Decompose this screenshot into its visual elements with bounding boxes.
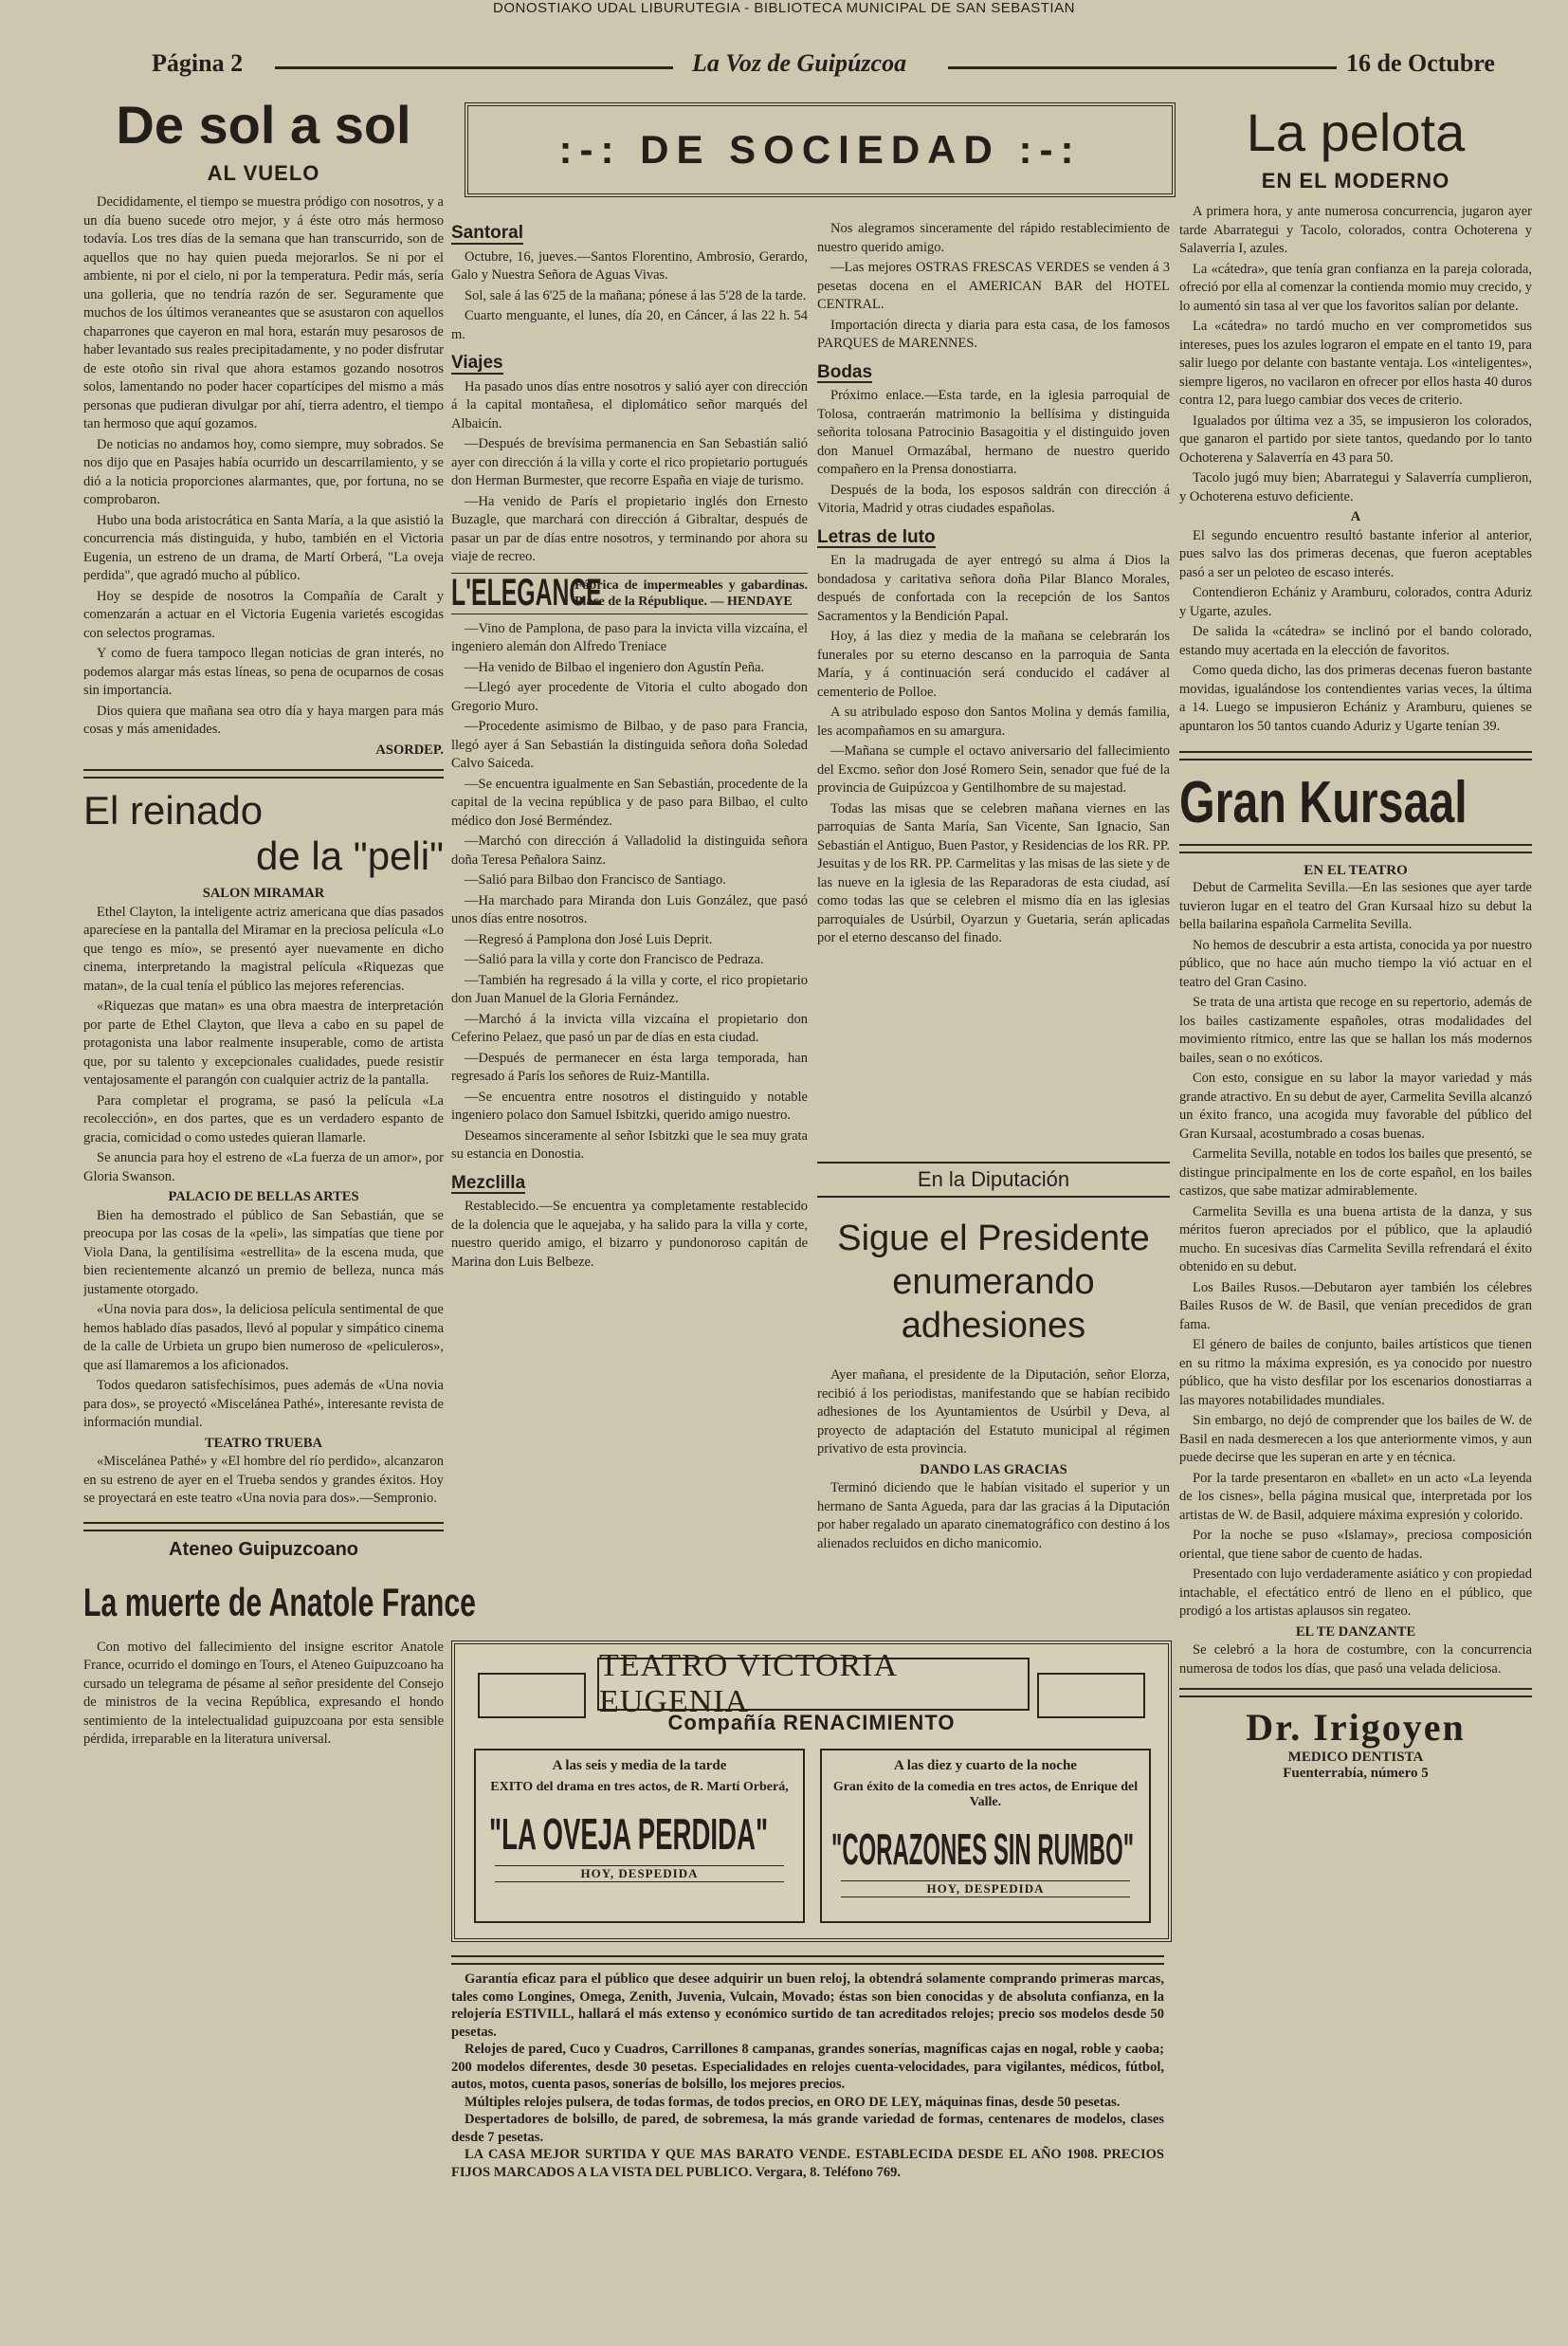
sociedad-column-a bbox=[451, 216, 808, 1567]
sociedad-banner-text: :-: DE SOCIEDAD :-: bbox=[558, 127, 1082, 172]
paragraph: —Se encuentra igualmente en San Sebastián, procedente de la capital de la vecina república y de paso para Bilbao, el culto médico don José Berméndez. bbox=[451, 776, 808, 829]
paragraph: —Vino de Pamplona, de paso para la invicta villa vizcaína, el ingeniero alemán don Alfredo Treniace bbox=[451, 620, 808, 654]
paragraph: Se trata de una artista que recoge en su repertorio, además de los bailes castizamente españoles, otras modalidades del movimiento rítmico, entre las que se hallan los más modernos bailes, sean o no exóticos. bbox=[1179, 995, 1532, 1066]
paragraph: Con esto, consigue en su labor la mayor variedad y más grande atractivo. En su debut de ayer, Carmelita Sevilla alcanzó un éxito franco, una acogida muy favorable del público del Gran Kursaal, acostumbrado a cosas buenas. bbox=[1179, 1071, 1532, 1142]
section-heading: SALON MIRAMAR bbox=[202, 886, 325, 901]
paragraph: Debut de Carmelita Sevilla.—En las sesiones que ayer tarde tuvieron lugar en el teatro del Gran Kursaal hizo su debut la bella bailarina española Carmelita Sevilla. bbox=[1179, 880, 1532, 932]
divider bbox=[451, 1955, 1164, 1965]
paragraph: —Regresó á Pamplona don José Luis Deprit. bbox=[465, 931, 713, 947]
right-column bbox=[1179, 102, 1532, 2264]
peli-title-line2: de la "peli" bbox=[256, 834, 444, 878]
left-column bbox=[83, 95, 476, 2266]
paragraph: —Salió para Bilbao don Francisco de Santiago. bbox=[465, 872, 726, 888]
paragraph: Múltiples relojes pulsera, de todas formas, de todos precios, en ORO DE LEY, máquinas finas, desde 50 pesetas. bbox=[465, 2094, 1121, 2110]
paragraph: Restablecido.—Se encuentra ya completamente restablecido de la dolencia que le aquejaba, y ha salido para la villa y corte, nuestro querido amigo, el bizarro y pundonoroso capitán de Marina don Luis Belbeze. bbox=[451, 1199, 808, 1270]
paragraph: Tacolo jugó muy bien; Abarrategui y Salaverría cumplieron, y Ochoterena estuvo deficiente. bbox=[1179, 470, 1532, 504]
al-vuelo-subtitle: AL VUELO bbox=[207, 161, 320, 185]
teatro-desc: EXITO del drama en tres actos, de R. Martí Orberá, bbox=[490, 1780, 789, 1794]
paragraph: Igualados por última vez a 35, se impusieron los colorados, que ganaron el partido por siete tantos, quedando por lo tanto Ochoterena y Salaverría en 43 para 50. bbox=[1179, 412, 1532, 466]
divider bbox=[1179, 751, 1532, 761]
paragraph: Hoy, á las diez y media de la mañana se celebrarán los funerales por su eterno descanso en la parroquia de Santa María, y á continuación será conducido el cadáver al cementerio de Polloe. bbox=[817, 629, 1170, 700]
paragraph: Se anuncia para hoy el estreno de «La fuerza de un amor», por Gloria Swanson. bbox=[83, 1150, 444, 1184]
paragraph: —Ha venido de Bilbao el ingeniero don Agustín Peña. bbox=[465, 659, 765, 675]
section-heading: EL TE DANZANTE bbox=[1295, 1623, 1416, 1640]
diputacion-article bbox=[817, 1162, 1170, 1617]
paragraph: Ha pasado unos días entre nosotros y salió ayer con dirección á la capital montañesa, el diplomático señor marqués del Albaicín. bbox=[451, 378, 808, 431]
teatro-company: Compañía RENACIMIENTO bbox=[667, 1711, 956, 1734]
paragraph: Carmelita Sevilla, notable en todos los bailes que presentó, se distingue principalmente en los de corte español, en los bailes castizos, que sabe matizar admirablemente. bbox=[1179, 1146, 1532, 1199]
la-pelota-title: La pelota bbox=[1246, 102, 1466, 162]
paragraph: Ayer mañana, el presidente de la Diputación, señor Elorza, recibió á los periodistas, manifestando que se habían recibido adhesiones de los Ayuntamientos de Usúrbil y Deva, al proyecto de adaptación del Estatuto municipal al régimen privativo de esta provincia. bbox=[817, 1367, 1170, 1457]
dentist-ad-address: Fuenterrabía, número 5 bbox=[1283, 1766, 1429, 1781]
paragraph: —Marchó á la invicta villa vizcaína el propietario don Ceferino Pelaez, que pasó un par de días en esta ciudad. bbox=[451, 1011, 808, 1045]
paragraph: Como queda dicho, las dos primeras decenas fueron bastante movidas, igualándose los contendientes varias veces, la última a 14. Luego se impusieron Echániz y Aramburu, quienes se apuntaron los 50 tantos cuando Aduriz y Ugarte tenían 39. bbox=[1179, 663, 1532, 734]
anatole-france-body bbox=[83, 1639, 444, 1751]
paragraph: A su atribulado esposo don Santos Molina y demás familia, les acompañamos en su amargura. bbox=[817, 705, 1170, 739]
paragraph: Dios quiera que mañana sea otro día y haya margen para más cosas y más amenidades. bbox=[83, 703, 444, 737]
en-el-teatro-subtitle: EN EL TEATRO bbox=[1304, 863, 1408, 878]
diputacion-title: Sigue el Presidente enumerando adhesiones bbox=[837, 1219, 1150, 1346]
paragraph: Contendieron Echániz y Aramburu, colorados, contra Aduriz y Ugarte, azules. bbox=[1179, 585, 1532, 619]
elegance-ad bbox=[451, 573, 808, 614]
paragraph: —Llegó ayer procedente de Vitoria el culto abogado don Gregorio Muro. bbox=[451, 680, 808, 714]
paragraph: —Mañana se cumple el octavo aniversario del fallecimiento del Excmo. señor don José Romero Sein, senador que fué de la provincia de Guipúzcoa y Gentilhombre de su majestad. bbox=[817, 743, 1170, 796]
diputacion-body bbox=[817, 1366, 1170, 1555]
paragraph: —Procedente asimismo de Bilbao, y de paso para Francia, llegó ayer á San Sebastián la distinguida señora doña Soledad Calvo Saiceda. bbox=[451, 719, 808, 771]
ateneo-kicker: Ateneo Guipuzcoano bbox=[169, 1538, 358, 1560]
elegance-text: Fábrica de impermeables y gabardinas. Place de la République. — HENDAYE bbox=[574, 577, 808, 609]
viajes-heading: Viajes bbox=[451, 353, 503, 373]
elegance-logo: L'ELEGANCE bbox=[451, 571, 602, 614]
paragraph: Despertadores de bolsillo, de pared, de sobremesa, la más grande variedad de formas, centenares de modelos, clases desde 7 pesetas. bbox=[451, 2112, 1164, 2145]
paragraph: Con motivo del fallecimiento del insigne escritor Anatole France, ocurrido el domingo en Tours, el Ateneo Guipuzcoano ha cursado un telegrama de pésame al señor presidente del Consejo de ministros de la vecina República, expresando el hondo sentimiento de la intelectualidad guipuzcoana por esta sensible pérdida, irreparable en la literatura universal. bbox=[83, 1639, 444, 1747]
paragraph: LA CASA MEJOR SURTIDA Y QUE MAS BARATO VENDE. ESTABLECIDA DESDE EL AÑO 1908. PRECIOS FIJOS MARCADOS A LA VISTA DEL PUBLICO. Vergara, 8. Teléfono 769. bbox=[451, 2147, 1164, 2180]
theatre-ornament-icon bbox=[478, 1673, 586, 1718]
paragraph: Carmelita Sevilla es una buena artista de la danza, y sus méritos fueron apreciados por el público, que la aplaudió mucho. En sucesivas días Carmelita Sevilla refrendará el éxito obtenido en su debut. bbox=[1179, 1203, 1532, 1274]
teatro-title: TEATRO VICTORIA EUGENIA bbox=[597, 1658, 1030, 1711]
teatro-desc: Gran éxito de la comedia en tres actos, de Enrique del Valle. bbox=[832, 1780, 1139, 1809]
diputacion-kicker: En la Diputación bbox=[817, 1162, 1170, 1198]
teatro-time: A las seis y media de la tarde bbox=[552, 1758, 727, 1773]
header-rule-right bbox=[948, 66, 1337, 69]
paragraph: Bien ha demostrado el público de San Sebastián, que se preocupa por las cosas de la «peli», las simpatías que tiene por Viola Dana, la gentilísima «estrellita» de la escena muda, que bien recientemente alcanzó un premio de belleza, nunca más justamente otorgado. bbox=[83, 1207, 444, 1297]
library-banner: DONOSTIAKO UDAL LIBURUTEGIA - BIBLIOTECA MUNICIPAL DE SAN SEBASTIAN bbox=[493, 0, 1075, 16]
divider bbox=[83, 769, 444, 779]
paragraph: Hoy se despide de nosotros la Compañía de Caralt y comenzarán a actuar en el Victoria Eugenia varietés escogidas con selectos programas. bbox=[83, 588, 444, 641]
paragraph: Sol, sale á las 6'25 de la mañana; pónese á las 5'28 de la tarde. bbox=[465, 287, 807, 303]
paragraph: El género de bailes de conjunto, bailes artísticos que tienen en su ritmo la máxima expresión, es ya conocido por nuestro público, que ha visto desfilar por los escenarios donostiarras a las mayores notabilidades mundiales. bbox=[1179, 1337, 1532, 1408]
divider bbox=[1179, 844, 1532, 853]
paragraph: Para completar el programa, se pasó la película «La recolección», en dos partes, que es un verdadero espanto de gracia, comicidad o como ustedes quieran llamarle. bbox=[83, 1092, 444, 1146]
dentist-ad-name: Dr. Irigoyen bbox=[1246, 1706, 1466, 1749]
mezclilla-heading: Mezclilla bbox=[451, 1172, 526, 1193]
teatro-time: A las diez y cuarto de la noche bbox=[894, 1758, 1077, 1773]
paragraph: Cuarto menguante, el lunes, día 20, en Cáncer, á las 22 h. 54 m. bbox=[451, 308, 808, 342]
divider bbox=[83, 1522, 444, 1531]
paragraph: La «cátedra», que tenía gran confianza en la pareja colorada, ofreció por ella al comenzar la contienda momio muy crecido, y lo aumentó sin tasa al ver que los favoritos salían por delante. bbox=[1179, 261, 1532, 314]
paragraph: Ethel Clayton, la inteligente actriz americana que días pasados aparecíese en la pantalla del Miramar en la preciosa película «Lo que tengo es mío», se presentó ayer nuevamente en dicho cinema, interpretando la magistral película «Riquezas que matan», de la cual tenía el público las mejores referencias. bbox=[83, 904, 444, 994]
paragraph: —Salió para la villa y corte don Francisco de Pedraza. bbox=[465, 952, 764, 967]
bodas-heading: Bodas bbox=[817, 361, 873, 382]
paragraph: Todos quedaron satisfechísimos, pues además de «Una novia para dos», se proyectó «Miscelánea Pathé», interesante revista de información mundial. bbox=[83, 1378, 444, 1430]
header-rule-left bbox=[275, 66, 673, 69]
paragraph: Después de la boda, los esposos saldrán con dirección á Vitoria, Madrid y otras ciudades españolas. bbox=[817, 482, 1170, 516]
paragraph: —Después de brevísima permanencia en San Sebastián salió ayer con dirección á la villa y corte el rico propietario portugués don Herman Burmester, que recorre España en viaje de turismo. bbox=[451, 436, 808, 488]
theatre-ornament-icon bbox=[1037, 1673, 1145, 1718]
paragraph: Próximo enlace.—Esta tarde, en la iglesia parroquial de Tolosa, contraerán matrimonio la bellísima y distinguida señorita tolosana Patrocinio Basagoitia y el distinguido joven don Manuel Ormazábal, hermano de nuestro querido compañero en la Prensa donostiarra. bbox=[817, 388, 1170, 477]
paragraph: —También ha regresado á la villa y corte, el rico propietario don Juan Manuel de la Gloria Fernández. bbox=[451, 972, 808, 1006]
paragraph: —Las mejores OSTRAS FRESCAS VERDES se venden á 3 pesetas docena en el AMERICAN BAR del HOTEL CENTRAL. bbox=[817, 260, 1170, 312]
paragraph: —Ha venido de París el propietario inglés don Ernesto Buzagle, que marchará con dirección á Gibraltar, después de pasar un par de días entre nosotros, y terminando por ahora su viaje de recreo. bbox=[451, 493, 808, 564]
paragraph: Y como de fuera tampoco llegan noticias de gran interés, no podemos alargar más estas líneas, so pena de ocuparnos de cosas sin importancia. bbox=[83, 646, 444, 698]
paragraph: Por la noche se puso «Islamay», preciosa composición oriental, que tiene sabor de cuento de hadas. bbox=[1179, 1528, 1532, 1562]
paragraph: Importación directa y diaria para esta casa, de los famosos PARQUES de MARENNES. bbox=[817, 317, 1170, 351]
sociedad-banner bbox=[465, 102, 1176, 197]
peli-title-line1: El reinado bbox=[83, 788, 264, 833]
paragraph: El segundo encuentro resultó bastante inferior al anterior, pues salvo las dos primeras decenas, que fueron aceptables pasó a ser un peloteo de escaso interés. bbox=[1179, 527, 1532, 580]
paragraph: «Riquezas que matan» es una obra maestra de interpretación por parte de Ethel Clayton, que lleva a cabo en su papel de protagonista una labor realmente insuperable, como de artista que, por su talento y excepcionales cualidades, puede resistir ventajosamente el parangón con cualquier actriz de la pantalla. bbox=[83, 999, 444, 1088]
paragraph: «Una novia para dos», la deliciosa película sentimental de que hemos hablado días pasados, llevó al popular y simpático cinema de la calle de Urbieta un grupo bien numeroso de «peliculeros», que así llamaremos a los aficionados. bbox=[83, 1302, 444, 1373]
dentist-ad-profession: MEDICO DENTISTA bbox=[1287, 1750, 1424, 1765]
page-number: Página 2 bbox=[152, 49, 244, 77]
kursaal-body bbox=[1179, 879, 1532, 1680]
peli-body bbox=[83, 885, 444, 1511]
relojes-ad bbox=[451, 1955, 1164, 2268]
anatole-france-title: La muerte de Anatole France bbox=[83, 1579, 476, 1624]
paragraph: Nos alegramos sinceramente del rápido restablecimiento de nuestro querido amigo. bbox=[817, 221, 1170, 255]
al-vuelo-body bbox=[83, 193, 444, 760]
gran-kursaal-title: Gran Kursaal bbox=[1179, 770, 1468, 835]
paragraph: Presentado con lujo verdaderamente asiático y con propiedad intachable, el efectático entró de lleno en el público, que prodigó a los artistas aplausos sin regateo. bbox=[1179, 1567, 1532, 1619]
paragraph: A primera hora, y ante numerosa concurrencia, jugaron ayer tarde Abarrategui y Tacolo, colorados, contra Ochoterena y Salaverría I, azules. bbox=[1179, 204, 1532, 256]
paragraph: Deseamos sinceramente al señor Isbitzki que le sea muy grata su estancia en Donostia. bbox=[451, 1127, 808, 1162]
paragraph: Garantía eficaz para el público que desee adquirir un buen reloj, la obtendrá solamente comprando primeras marcas, tales como Longines, Omega, Zenith, Juvenia, Vulcain, Movado; éstas son bien conocidas y de absoluta confianza, en la relojería ESTIVILL, hallará el más extenso y económico surtido de tan acreditados relojes; precio sos modelos desde 50 pesetas. bbox=[451, 1971, 1164, 2040]
signature: ASORDEP. bbox=[375, 742, 444, 758]
paragraph: Los Bailes Rusos.—Debutaron ayer también los célebres Bailes Rusos de W. de Basil, que venían precedidos de gran fama. bbox=[1179, 1279, 1532, 1332]
paragraph: Octubre, 16, jueves.—Santos Florentino, Ambrosio, Gerardo, Galo y Nuestra Señora de Aguas Vivas. bbox=[451, 248, 808, 283]
teatro-play: "LA OVEJA PERDIDA" bbox=[489, 1809, 769, 1859]
teatro-noche-box bbox=[820, 1749, 1151, 1923]
paragraph: Por la tarde presentaron en «ballet» en un acto «La leyenda de los cisnes», bella página musical que, interpretada por los artistas de W. de Basil, adquiere máxima expresión y colorido. bbox=[1179, 1470, 1532, 1523]
page-date: 16 de Octubre bbox=[1346, 49, 1495, 77]
teatro-despedida: HOY, DESPEDIDA bbox=[841, 1880, 1130, 1897]
divider bbox=[1179, 1688, 1532, 1697]
paragraph: En la madrugada de ayer entregó su alma á Dios la bondadosa y caritativa señora doña Pilar Blanco Morales, después de confortada con la recepción de los Santos Sacramentos y la Bendición Papal. bbox=[817, 553, 1170, 624]
paragraph: De salida la «cátedra» se inclinó por el bando colorado, estando muy acertada en la elección de favoritos. bbox=[1179, 624, 1532, 658]
paragraph: Se celebró a la hora de costumbre, con la concurrencia numerosa de todos los días, que pasó una velada deliciosa. bbox=[1179, 1642, 1532, 1677]
paragraph: —Después de permanecer en ésta larga temporada, han regresado á París los señores de Ruiz-Mantilla. bbox=[451, 1050, 808, 1084]
section-heading: DANDO LAS GRACIAS bbox=[920, 1461, 1067, 1477]
en-el-moderno-subtitle: EN EL MODERNO bbox=[1261, 169, 1450, 192]
paragraph: Terminó diciendo que le habían visitado el superior y un hermano de Santa Agueda, para dar las gracias á la Diputación por haber regalado un aparato cinematográfico con destino á los alienados recluidos en dicho manicomio. bbox=[817, 1480, 1170, 1551]
paragraph: Hubo una boda aristocrática en Santa María, a la que asistió la concurrencia más distinguida, y hubo, también en el Victoria Eugenia, un estreno de un drama, de Martí Orberá, "La oveja perdida", que agradó mucho al público. bbox=[83, 512, 444, 583]
paragraph: Decididamente, el tiempo se muestra pródigo con nosotros, y a un día bueno sucede otro mejor, y á éste otro más hermoso todavía. Los tres días de la semana que han transcurrido, son de aquellos que no hay quien pueda mejorarlos. Se ni por el ambiente, ni por el cielo, ni por la temperatura. Pedir más, sería una golleria, que no tendría razón de ser. Seguramente que muchos de los últimos veraneantes que se asustaron con aquellos chaparrones que cayeron en mal hora, estarán muy pesarosos de haber levantado sus reales precipitadamente, y no poder disfrutar de este otoño sin rival que ahora estamos gozando nosotros solos, lamentando no poder hacer copartícipes del mismo a más personas que pudieran divulgar por ahí, tierra adentro, el tiempo tan hermoso que aquí gozamos. bbox=[83, 194, 444, 431]
section-mark: A bbox=[1350, 509, 1361, 524]
sociedad-column-b bbox=[817, 220, 1170, 1159]
pelota-body bbox=[1179, 203, 1532, 738]
paragraph: De noticias no andamos hoy, como siempre, muy sobrados. Se nos dijo que en Pasajes había ocurrido un descarrilamiento, y se dió a la noticia proporciones alarmantes, que, por fortuna, no se comprobaron. bbox=[83, 436, 444, 507]
paragraph: —Ha marchado para Miranda don Luis González, que pasó unos días entre nosotros. bbox=[451, 892, 808, 926]
paragraph: «Miscelánea Pathé» y «El hombre del río perdido», alcanzaron en su estreno de ayer en el Trueba sendos y grandes éxitos. Hoy se proyectará en este teatro «Una novia para dos».—Sempronio. bbox=[83, 1454, 444, 1506]
paragraph: Sin embargo, no dejó de comprender que los bailes de W. de Basil en nada desmerecen a los que anteriormente vimos, y aun puede decirse que les superan en arte y en técnica. bbox=[1179, 1413, 1532, 1465]
paragraph: No hemos de descubrir a esta artista, conocida ya por nuestro público, que no hace aún mucho tiempo la vió actuar en el teatro del Gran Casino. bbox=[1179, 937, 1532, 990]
teatro-tarde-box bbox=[474, 1749, 805, 1923]
santoral-heading: Santoral bbox=[451, 223, 524, 243]
de-sol-a-sol-title: De sol a sol bbox=[116, 95, 411, 155]
paragraph: La «cátedra» no tardó mucho en ver comprometidos sus intereses, pues los azules lograron el empate en el tanto 19, para salir luego por delante con bastante ventaja. Los «inteligentes», siempre ligeros, no vacilaron en ofrecer por ellos hasta 40 duros contra 12, para luego cambiar dos veces de criterio. bbox=[1179, 319, 1532, 408]
paragraph: Relojes de pared, Cuco y Cuadros, Carrillones 8 campanas, grandes sonerías, magníficas cajas en nogal, roble y caoba; 200 modelos diferentes, desde 30 pesetas. Especialidades en relojes cuenta-velocidades, para vigilantes, médicos, fútbol, autos, motos, cuenta pasos, sonerías de bolsillo, los mejores precios. bbox=[451, 2042, 1164, 2092]
paragraph: —Se encuentra entre nosotros el distinguido y notable ingeniero polaco don Samuel Isbitzki, querido amigo nuestro. bbox=[451, 1089, 808, 1123]
section-heading: TEATRO TRUEBA bbox=[205, 1435, 322, 1451]
teatro-play: "CORAZONES SIN RUMBO" bbox=[831, 1824, 1135, 1874]
paragraph: —Marchó con dirección á Valladolid la distinguida señora doña Teresa Peñalora Sainz. bbox=[451, 834, 808, 868]
paragraph: Todas las misas que se celebren mañana viernes en las parroquias de Santa María, San Vicente, San Ignacio, San Sebastián el Antiguo, Buen Pastor, y Residencias de los RR. PP. Jesuitas y de los RR. PP. Carmelitas y las misas de las siete y de las nueve en la iglesia de las Reparadoras de esta ciudad, así como todas las que se celebren el mismo día en las iglesias parroquiales de Usúrbil, Oyarzun y Guetaria, serán aplicadas por el eterno descanso del finado. bbox=[817, 800, 1170, 945]
luto-heading: Letras de luto bbox=[817, 526, 936, 547]
newspaper-title: La Voz de Guipúzcoa bbox=[692, 49, 907, 77]
teatro-ad bbox=[451, 1640, 1172, 1942]
teatro-despedida: HOY, DESPEDIDA bbox=[495, 1865, 784, 1882]
section-heading: PALACIO DE BELLAS ARTES bbox=[168, 1189, 359, 1204]
